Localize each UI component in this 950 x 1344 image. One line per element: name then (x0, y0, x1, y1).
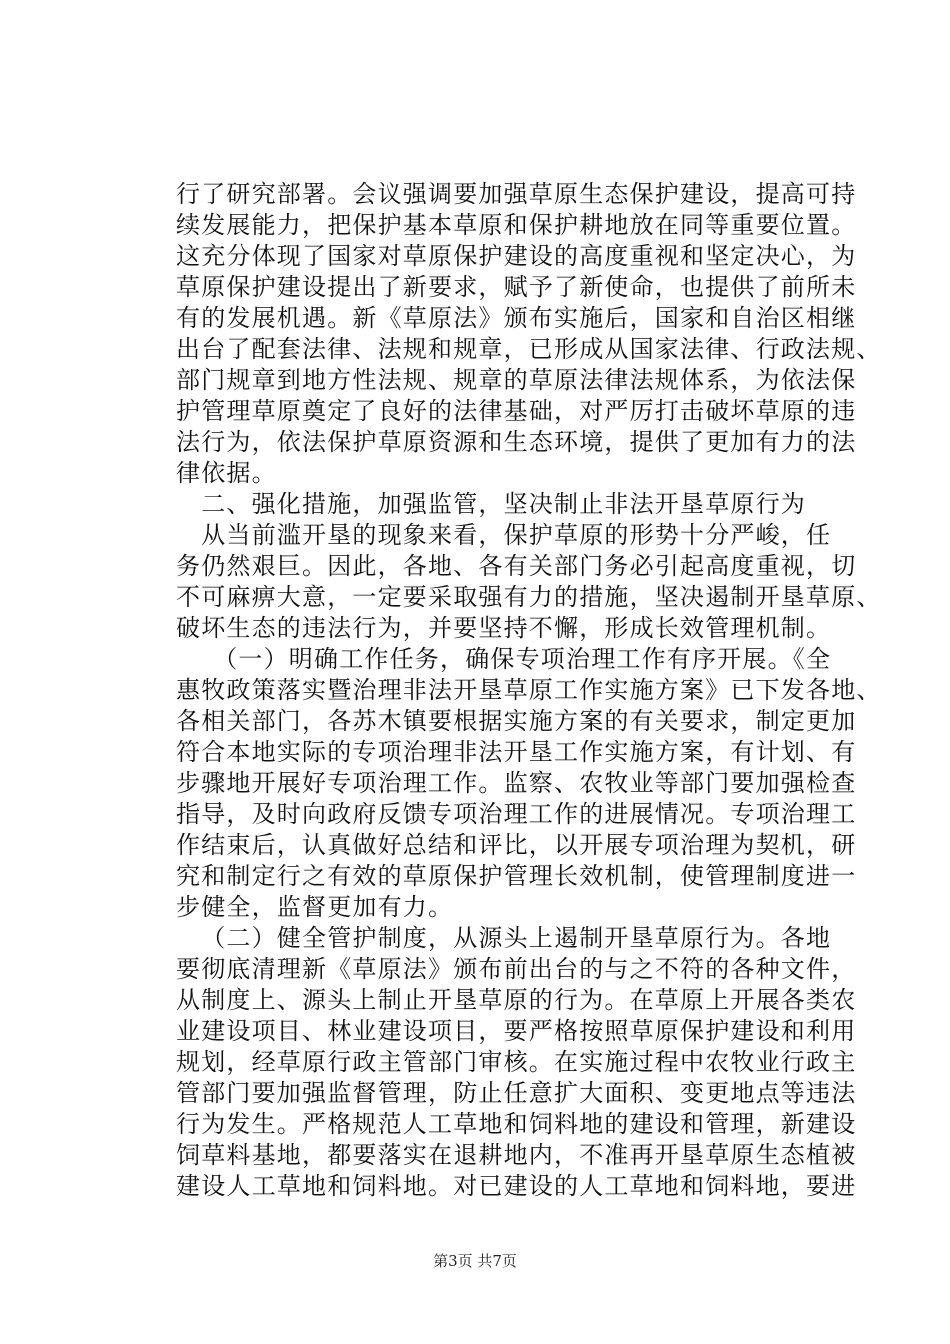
page-number-footer: 第3页 共7页 (433, 1252, 517, 1270)
text-line: 破坏生态的违法行为，并要坚持不懈，形成长效管理机制。 (176, 614, 832, 642)
text-line: 规划，经草原行政主管部门审核。在实施过程中农牧业行政主 (176, 1048, 857, 1076)
text-line: 行为发生。严格规范人工草地和饲料地的建设和管理，新建设 (176, 1110, 857, 1138)
text-line: 究和制定行之有效的草原保护管理长效机制，使管理制度进一 (176, 862, 857, 890)
text-line: 业建设项目、林业建设项目，要严格按照草原保护建设和利用 (176, 1017, 857, 1045)
text-line: 务仍然艰巨。因此，各地、各有关部门务必引起高度重视，切 (176, 552, 857, 580)
text-line: 这充分体现了国家对草原保护建设的高度重视和坚定决心，为 (176, 242, 857, 270)
text-line: 各相关部门，各苏木镇要根据实施方案的有关要求，制定更加 (176, 707, 857, 735)
text-line: 作结束后，认真做好总结和评比，以开展专项治理为契机，研 (176, 831, 857, 859)
text-line: 符合本地实际的专项治理非法开垦工作实施方案，有计划、有 (176, 738, 857, 766)
subsection-heading: （一）明确工作任务，确保专项治理工作有序开展。《全 (200, 645, 832, 673)
text-line: 法行为，依法保护草原资源和生态环境，提供了更加有力的法 (176, 428, 857, 456)
text-line: 部门规章到地方性法规、规章的草原法律法规体系，为依法保 (176, 366, 857, 394)
text-line: 不可麻痹大意，一定要采取强有力的措施，坚决遏制开垦草原、 (176, 583, 882, 611)
subsection-heading: （二）健全管护制度，从源头上遏制开垦草原行为。各地 (188, 924, 832, 952)
text-line: 律依据。 (176, 459, 277, 487)
text-line: 惠牧政策落实暨治理非法开垦草原工作实施方案》已下发各地、 (176, 676, 882, 704)
text-line: 护管理草原奠定了良好的法律基础，对严厉打击破坏草原的违 (176, 397, 857, 425)
text-line: 续发展能力，把保护基本草原和保护耕地放在同等重要位置。 (176, 211, 857, 239)
text-line: 步骤地开展好专项治理工作。监察、农牧业等部门要加强检查 (176, 769, 857, 797)
text-line: 行了研究部署。会议强调要加强草原生态保护建设，提高可持 (176, 180, 857, 208)
text-line: 从当前滥开垦的现象来看，保护草原的形势十分严峻，任 (176, 521, 832, 549)
text-line: 出台了配套法律、法规和规章，已形成从国家法律、行政法规、 (176, 335, 882, 363)
text-line: 有的发展机遇。新《草原法》颁布实施后，国家和自治区相继 (176, 304, 857, 332)
text-line: 从制度上、源头上制止开垦草原的行为。在草原上开展各类农 (176, 986, 857, 1014)
text-line: 草原保护建设提出了新要求，赋予了新使命，也提供了前所未 (176, 273, 857, 301)
text-line: 指导，及时向政府反馈专项治理工作的进展情况。专项治理工 (176, 800, 857, 828)
text-line: 建设人工草地和饲料地。对已建设的人工草地和饲料地，要进 (176, 1172, 857, 1200)
text-line: 管部门要加强监督管理，防止任意扩大面积、变更地点等违法 (176, 1079, 857, 1107)
text-line: 饲草料基地，都要落实在退耕地内，不准再开垦草原生态植被 (176, 1141, 857, 1169)
text-line: 步健全，监督更加有力。 (176, 893, 454, 921)
section-heading: 二、强化措施，加强监管，坚决制止非法开垦草原行为 (176, 490, 806, 518)
text-line: 要彻底清理新《草原法》颁布前出台的与之不符的各种文件， (176, 955, 857, 983)
